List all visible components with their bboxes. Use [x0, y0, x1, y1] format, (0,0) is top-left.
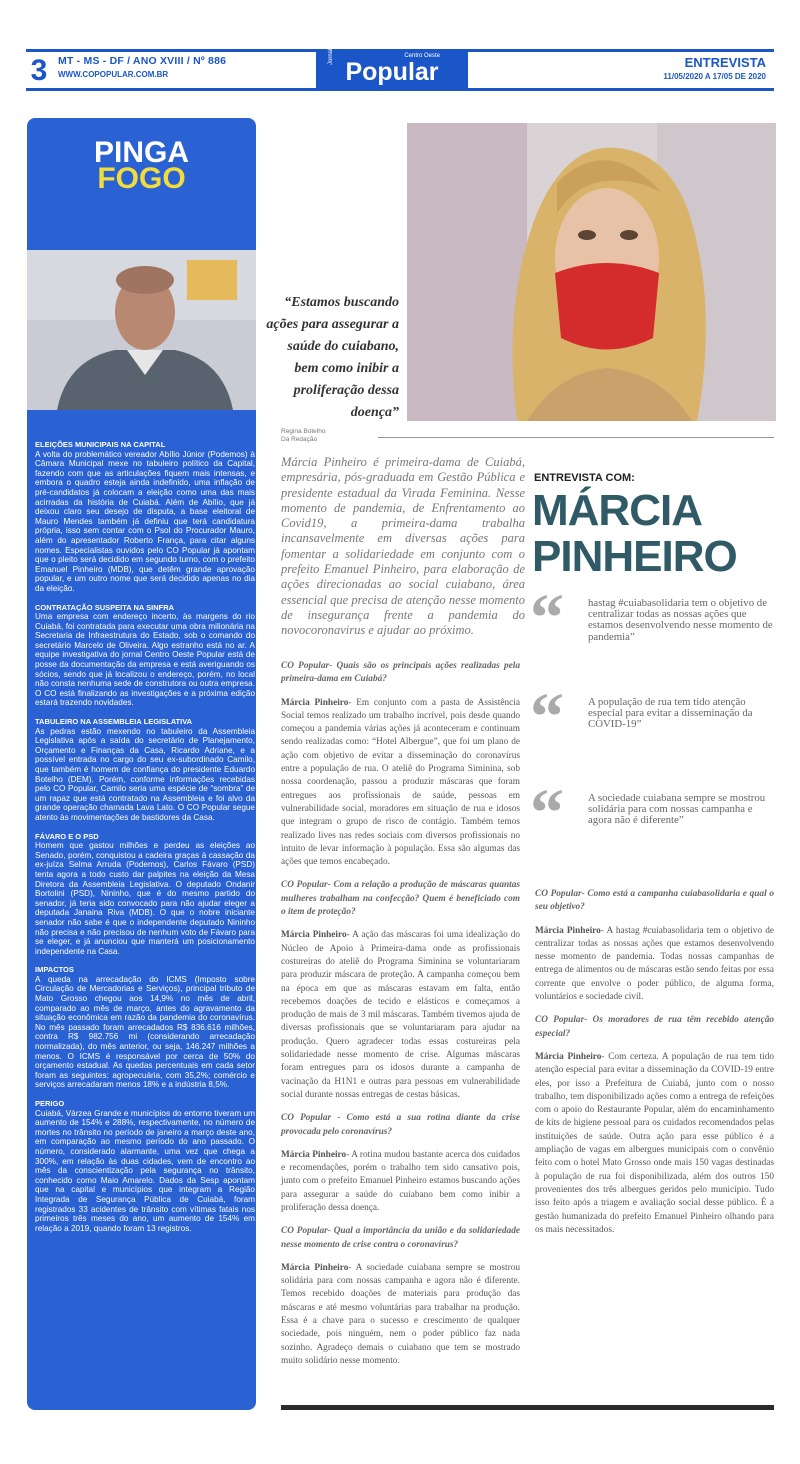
interview-question: CO Popular- Com a relação a produção de máscaras quantas mulheres trabalham na confecção? Quem é beneficiado com o item de proteção? — [281, 880, 520, 918]
quote-mark-icon: “ — [530, 579, 564, 655]
page-header — [26, 49, 774, 91]
sidebar-paragraph: Cuiabá, Várzea Grande e municípios do entorno tiveram um aumento de 154% e 288%, respectivamente, no número de mortes no trânsito no período de janeiro a março deste ano, em comparação ao mesmo período do ano passado. O número, considerado alarmante, uma vez que chega a 300%, em relação às duas cidades, vem de encontro ao mês da conscientização pela segurança no trânsito, conhecido como Maio Amarelo. Dados da Sesp apontam que na capital e municípios que integram a Região Integrada de Segurança Pública de Cuiabá, foram registrados 33 acidentes de trânsito com vítimas fatais nos primeiros três meses do ano, um aumento de 154% em relação a 2019, quando foram 13 registros. — [35, 1108, 255, 1233]
byline-divider — [378, 437, 774, 438]
section-info — [663, 55, 766, 81]
interview-question: CO Popular - Como está a sua rotina diante da crise provocada pelo coronavírus? — [281, 1113, 520, 1137]
columnist-photo — [27, 250, 256, 410]
interview-question: CO Popular- Qual a importância da união e da solidariedade nesse momento de crise contra o coronavírus? — [281, 1226, 520, 1250]
byline-org: Da Redação — [281, 436, 318, 443]
sidebar-heading: IMPACTOS — [35, 965, 74, 975]
answer-text: - Em conjunto com a pasta de Assistência Social temos realizado um trabalho incrível, pois desde quando começou a pandemia várias ações já aconteceram e continuam sendo realizadas como: “Hotel Albergue”, que foi um plano de ação com objetivo de evitar a disseminação do coronavírus entre a população de rua. O ateliê do Programa Siminina, sob nossa coordenação, passou a produzir máscaras que foram entregues aos profissionais de saúde, pessoas em vulnerabilidade social, moradores em situação de rua e idosos que integram o grupo de risco de contágio. Também temos realizado lives nas redes sociais com diversos profissionais no intuito de levar informação à população. Essa são algumas das ações que temos encabeçado. — [281, 697, 520, 868]
interview-answer — [281, 1149, 520, 1215]
pull-quote-text: hastag #cuiabasolidaria tem o objetivo de centralizar todas as nossas ações que estamos desenvolvendo nesse momento de pandemia” — [588, 597, 773, 643]
article-intro: Márcia Pinheiro é primeira-dama de Cuiabá, empresária, pós-graduada em Gestão Pública e presidente estadual da Virada Feminina. Nesse momento de pandemia, de Enfrentamento ao Covid19, a primeira-dama trabalha incansavelmente em diversas ações para fomentar a solidariedade em conjunto com o prefeito Emanuel Pinheiro, para elaboração de ações direcionadas ao social cuiabano, área essencial que precisa de atenção nesse momento de insegurança frente a pandemia do novocoronavirus e ajudar ao próximo. — [281, 455, 525, 638]
edition-dates: 11/05/2020 A 17/05 DE 2020 — [663, 72, 766, 81]
logo-name: Popular — [345, 58, 439, 86]
sidebar-heading: TABULEIRO NA ASSEMBLEIA LEGISLATIVA — [35, 717, 193, 727]
byline-name: Regina Botelho — [281, 428, 326, 435]
interview-answer — [281, 929, 520, 1102]
answer-text: - A rotina mudou bastante acerca dos cuidados e recomendações, porém o trabalho tem sido cansativo pois, junto com o prefeito Emanuel Pinheiro estamos buscando ações para assegurar a saúde do cuiabano bem como inibir a proliferação dessa doença. — [281, 1149, 521, 1213]
interview-column-1 — [281, 660, 520, 1368]
answer-text: - A sociedade cuiabana sempre se mostrou solidária para com nossas campanha e agora não é diferente. Temos recebido doações de materiais para produção das máscaras e até mesmo voluntárias para trabalhar na produção. Essa é a chave para o sucesso e crescimento de qualquer sociedade, pois ninguém, nem o poder público faz nada sozinho. Agradeço demais o cuiabano que tem se mostrado muito solidário nesse momento. — [281, 1262, 521, 1366]
answer-speaker: Márcia Pinheiro — [281, 930, 347, 941]
sidebar-heading: CONTRATAÇÃO SUSPEITA NA SINFRA — [35, 602, 175, 612]
answer-speaker: Márcia Pinheiro — [535, 1051, 602, 1062]
answer-text: - A hastag #cuiabasolidaria tem o objetivo de centralizar todas as nossas ações que estamos desenvolvendo nesse momento de pandemia. Todas nossas campanhas de entrega de alimentos ou de máscaras estão sendo feitas por essa corrente que envolve o poder público, de alguma forma, voluntários e sociedade civil. — [535, 925, 775, 1003]
sidebar-paragraph: As pedras estão mexendo no tabuleiro da Assembleia Legislativa após a saída do secretário de Planejamento, Orçamento e Finanças da Casa, Ricardo Adriane, e a possível entrada no cargo do seu ex-subordinado Camilo, que também é homem de confiança do presidente Eduardo Botelho (DEM). Porém, conforme informações recebidas pelo CO Popular, Camilo seria uma espécie de “sombra” de um rapaz que está contratado na Assembleia e foi alvo da grande operação chamada Lava Lato. O CO Popular segue atento às movimentações de bastidores da Casa. — [35, 726, 255, 822]
pinga-fogo-sidebar — [27, 118, 256, 1410]
sidebar-heading: FÁVARO E O PSD — [35, 831, 99, 841]
sidebar-paragraph: Homem que gastou milhões e perdeu as eleições ao Senado, porém, conquistou a cadeira graças à cassação da ex-juíza Selma Arruda (Podemos), Carlos Fávaro (PSD) tenta agora a todo custo dar palpites na eleição da Mesa Diretora da Assembleia Legislativa. O deputado Ondanir Bortolini (PSD), Nininho, que é do mesmo partido do senador, já teria sido convocado para não ajudar eleger a deputada Janaina Riva (MDB). O que o nobre iniciante senador não sabe é que o independente deputado Nininho não precisa e não precisou de nenhum voto de Fávaro para se eleger, e já anunciou que manterá um posicionamento independente na Casa. — [35, 841, 255, 956]
edition-info — [58, 55, 226, 79]
answer-text: - Com certeza. A população de rua tem tido atenção especial para evitar a disseminação da COVID-19 entre eles, por isso a Prefeitura de Cuiabá, junto com o nosso trabalho, tem disponibilizado ações como a entrega de refeições com o apoio do Restaurante Popular, além do encaminhamento de kits de higiene pessoal para os cuidados recomendados pelas instituições de saúde. Outra ação para esse público é a ampliação de vagas em albergues municipais com o convênio feito com o hotel Mato Grosso onde mais 150 vagas destinadas à população de rua foi disponibilizada, além dos outros 150 provenientes dos três albergues geridos pelo município. Tudo isso feito após a triagem e avaliação social desse público. É a gestão humanizada do prefeito Emanuel Pinheiro olhando para os mais necessitados. — [535, 1051, 774, 1235]
answer-speaker: Márcia Pinheiro — [281, 1262, 349, 1273]
interview-answer — [535, 925, 774, 1005]
section-name: ENTREVISTA — [684, 55, 766, 70]
interviewee-name — [532, 488, 737, 580]
website-text: WWW.COPOPULAR.COM.BR — [58, 70, 169, 79]
sidebar-paragraph: Uma empresa com endereço incerto, às margens do rio Cuiabá, foi contratada para executar uma obra milionária na Secretaria de Infraestrutura do Estado, sob o comando do secretário Marcelo de Oliveira. Algo estranho está no ar. A equipe investigativa do jornal Centro Oeste Popular está de posse da documentação da empresa e está averiguando os sócios, sendo que já localizou o endereço, porém, no local não consta nenhuma sede de construtora ou outra empresa. O CO está finalizando as investigações e a próxima edição estará trazendo novidades. — [35, 612, 255, 708]
interview-answer — [281, 697, 520, 870]
interviewee-name-line2: PINHEIRO — [532, 532, 737, 581]
quote-mark-icon: “ — [530, 678, 564, 754]
sidebar-paragraph: A volta do problemático vereador Abílio Júnior (Podemos) à Câmara Municipal mexe no tabuleiro político da Capital, fazendo com que as articulações fiquem mais intensas, e embora o quadro esteja ainda indefinido, uma inflação de pré-candidatos já colocam a eleição como uma das mais acirradas da história de Cuiabá. Além de Abílio, que já deixou claro seu desejo de disputa, a base eleitoral de Mauro Mendes também já definiu que terá candidatura própria, isso sem contar com o Psol do Procurador Mauro, além do apresentador Roberto França, para citar alguns nomes. Especialistas ouvidos pelo CO Popular já apontam que o pleito será decidido em segundo turno, com o prefeito Emanuel Pinheiro (MDB), que detêm grande aprovação popular, e um outro nome que será decidido apenas no dia da eleição. — [35, 449, 255, 593]
answer-text: - A ação das máscaras foi uma idealização do Núcleo de Apoio à Primeira-dama onde as profissionais costureiras do ateliê do Programa Siminina se voluntariaram para produzir máscara de proteção. A campanha começou bem na época em que as máscaras estavam em falta, então recebemos doações de tecido e elásticos e começamos a produção de mais de 3 mil máscaras. Também tivemos ajuda de diversas profissionais que se voluntariaram para ajudar na produção. Quero agradecer todas essas costureiras pela solidariedade nesse momento de crise. Algumas máscaras foram entregues para os idosos durante a campanha de vacinação da H1N1 e outras para pessoas em vulnerabilidade social durante nossas entregas de cestas básicas. — [281, 930, 520, 1100]
pull-quote-text: A população de rua tem tido atenção especial para evitar a disseminação da COVID-19” — [588, 696, 753, 731]
interviewee-name-line1: MÁRCIA — [532, 486, 702, 535]
interview-question: CO Popular- Como está a campanha cuiabasolidaria e qual o seu objetivo? — [535, 889, 774, 913]
pull-quote — [528, 774, 776, 850]
logo-kicker: Jornal — [328, 48, 334, 65]
edition-text: MT - MS - DF / ANO XVIII / Nº 886 — [58, 55, 227, 67]
page-number: 3 — [30, 54, 48, 87]
pull-quote — [528, 678, 776, 754]
interview-question: CO Popular- Os moradores de rua têm recebido atenção especial? — [535, 1015, 774, 1039]
byline — [281, 428, 325, 444]
interview-question: CO Popular- Quais são os principais ações realizadas pela primeira-dama em Cuiabá? — [281, 661, 520, 685]
answer-speaker: Márcia Pinheiro — [281, 697, 349, 708]
answer-speaker: Márcia Pinheiro — [535, 925, 601, 936]
answer-speaker: Márcia Pinheiro — [281, 1149, 347, 1160]
footer-rule — [281, 1405, 774, 1410]
sidebar-title — [27, 136, 256, 195]
interview-answer — [535, 1051, 774, 1237]
sidebar-heading: PERIGO — [35, 1099, 65, 1108]
interview-answer — [281, 1262, 520, 1368]
interview-label: ENTREVISTA COM: — [534, 472, 635, 484]
sidebar-title-line1: PINGA — [93, 136, 189, 169]
main-pull-quote: “Estamos buscando ações para assegurar a saúde do cuiabano, bem como inibir a proliferação dessa doença” — [266, 295, 399, 420]
sidebar-heading: ELEIÇÕES MUNICIPAIS NA CAPITAL — [35, 440, 166, 449]
pull-quote-text: A sociedade cuiabana sempre se mostrou solidária para com nossas campanha e agora não é diferente” — [588, 792, 766, 827]
interview-column-2 — [535, 888, 774, 1237]
sidebar-title-line2: FOGO — [97, 162, 186, 195]
newspaper-logo — [316, 48, 468, 88]
interviewee-photo — [407, 123, 776, 421]
quote-mark-icon: “ — [530, 774, 564, 850]
sidebar-articles — [35, 440, 255, 1233]
pull-quote — [528, 579, 776, 655]
sidebar-paragraph: A queda na arrecadação do ICMS (Imposto sobre Circulação de Mercadorias e Serviços), principal tributo de Mato Grosso chegou aos 14,9% no mês de abril, comparado ao mês de março, antes do agravamento da situação econômica em razão da pandemia do coronavírus. No mês passado foram arrecadados R$ 836.616 milhões, contra R$ 982.756 mi (considerando arrecadação normalizada), do mês anterior, ou seja, 146.247 milhões a menos. O ICMS é responsável por cerca de 50% do orçamento estadual. As quedas percentuais em cada setor foram as seguintes: agropecuária, com 35,2%; comércio e serviços arrecadaram menos 18% e a indústria 8,5%. — [35, 974, 255, 1090]
logo-small-text: Centro Oeste — [404, 53, 440, 59]
